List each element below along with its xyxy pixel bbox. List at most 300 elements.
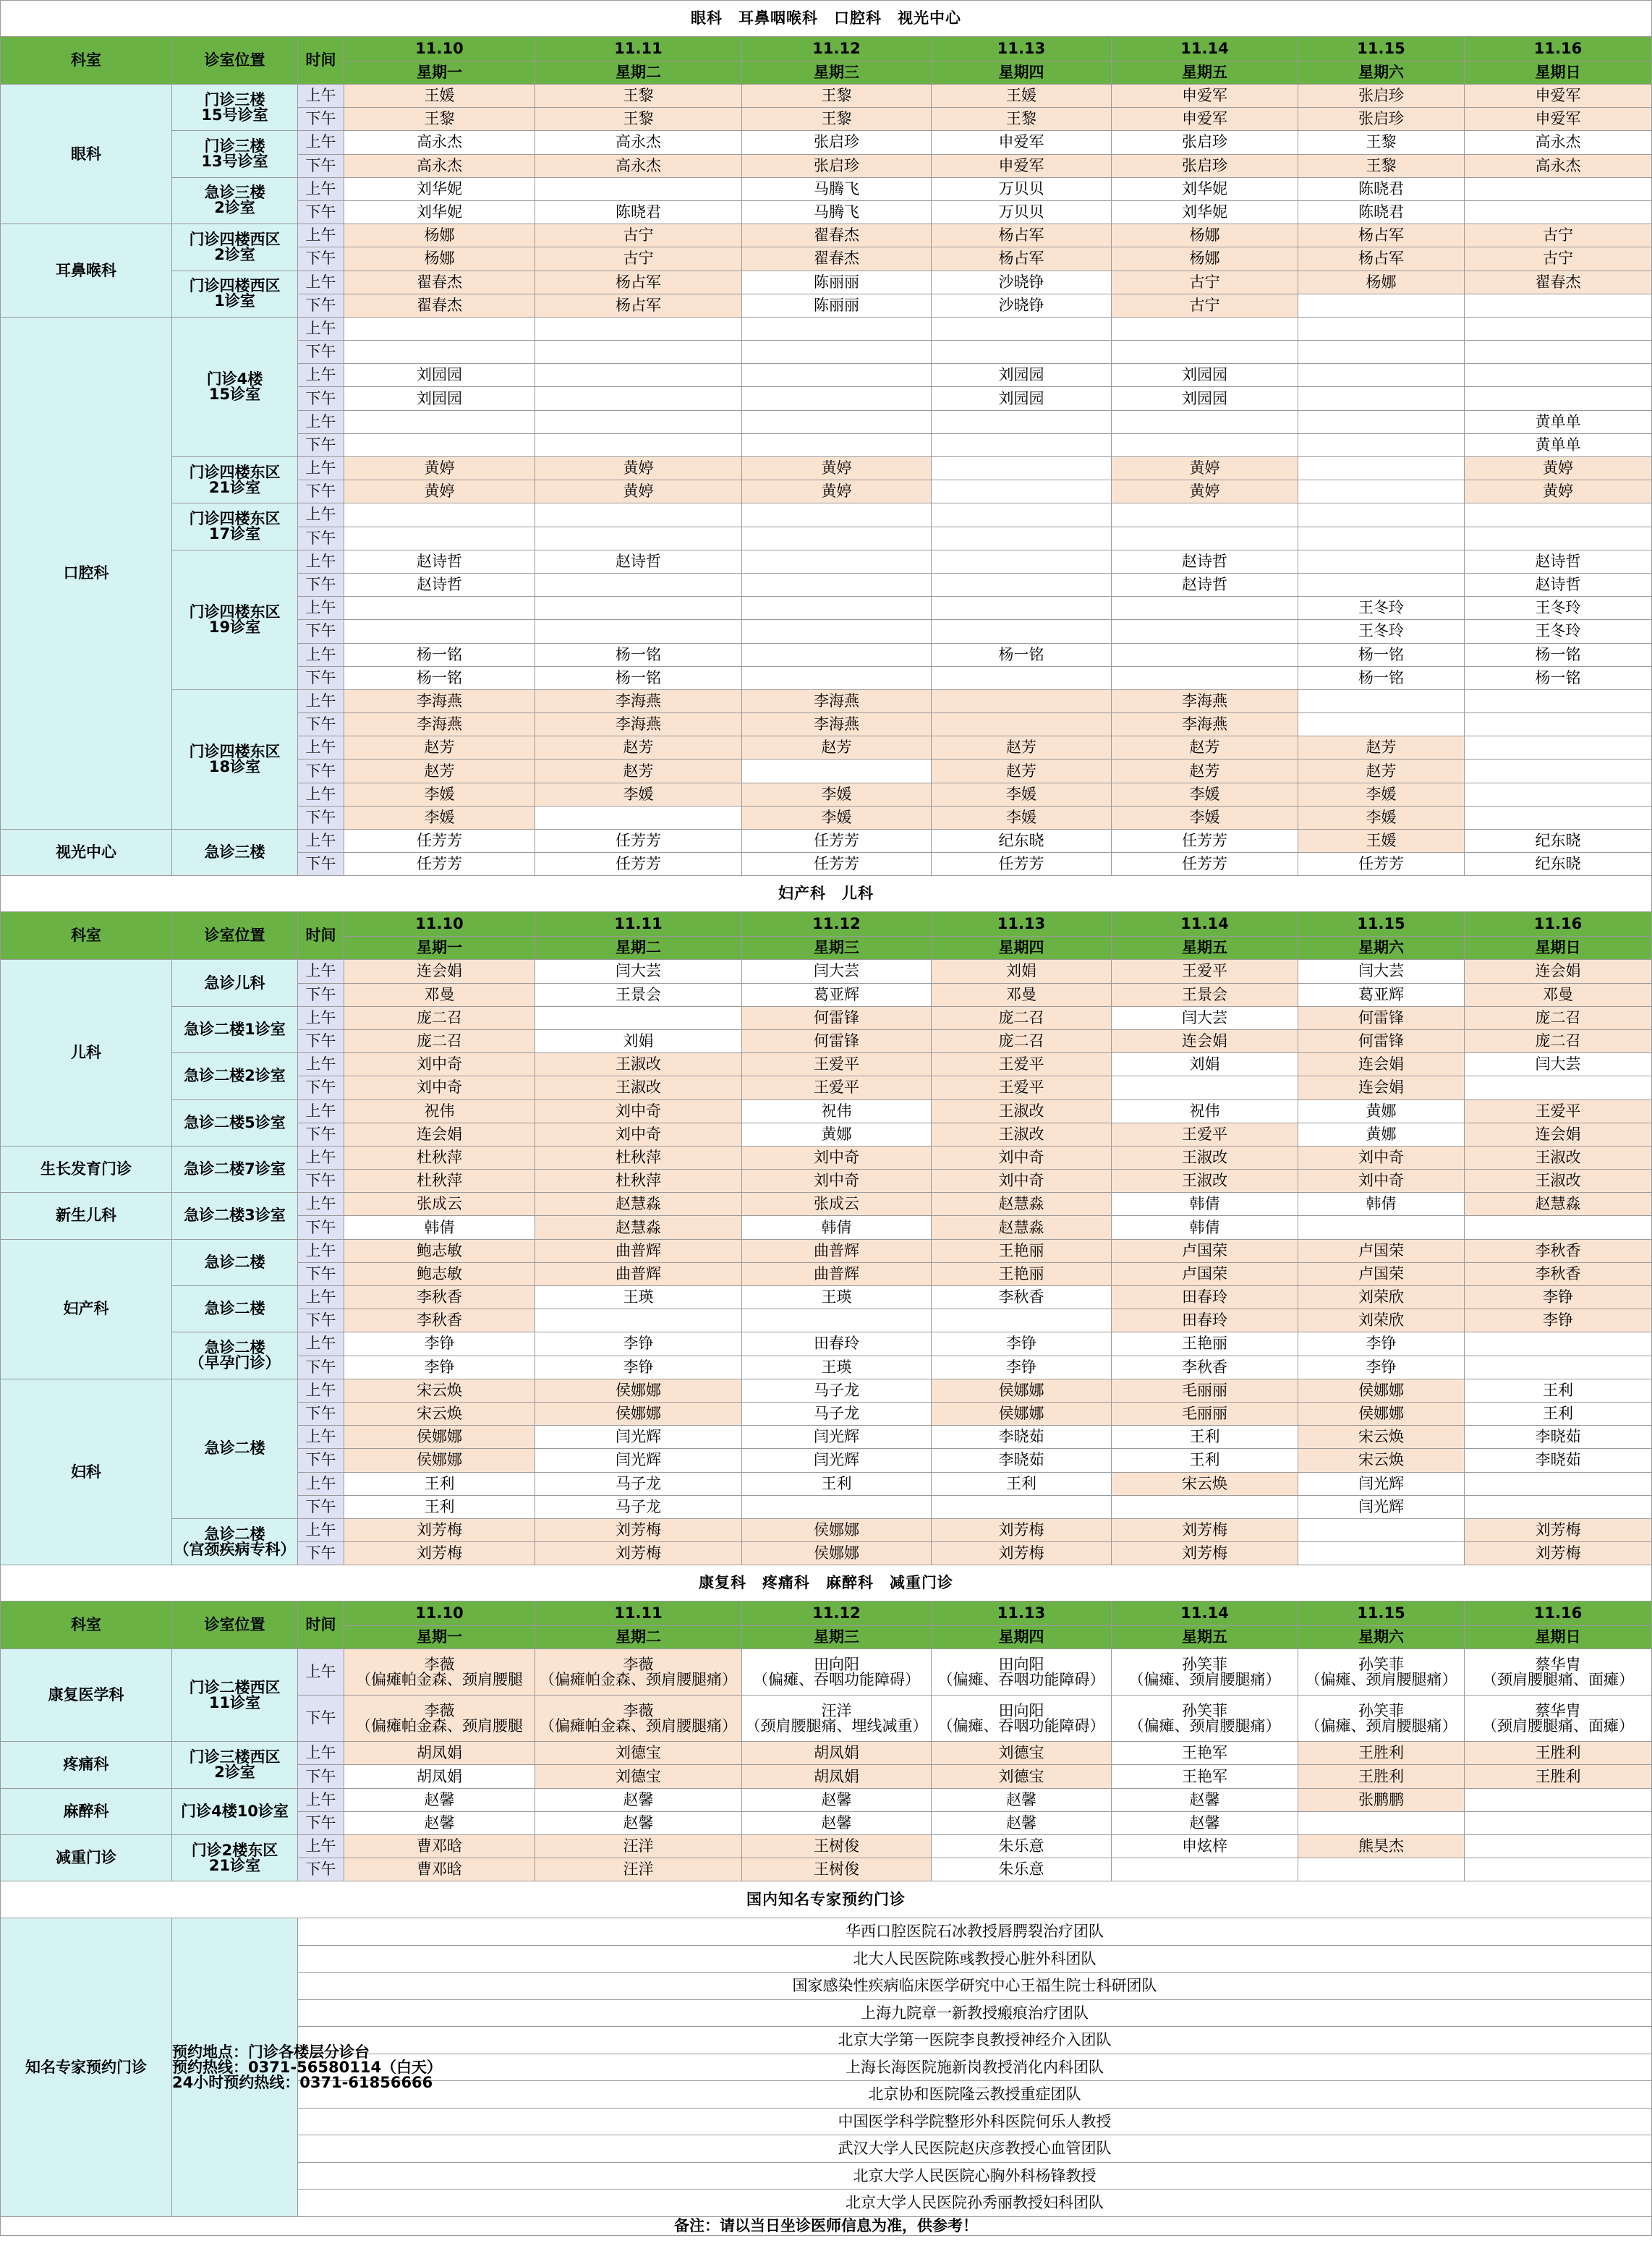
doctor-cell bbox=[1465, 1216, 1652, 1239]
doctor-cell: 王树俊 bbox=[742, 1835, 932, 1858]
time-slot: 下午 bbox=[298, 1170, 344, 1193]
time-slot: 上午 bbox=[298, 177, 344, 200]
time-slot: 上午 bbox=[298, 457, 344, 480]
doctor-cell bbox=[1298, 410, 1465, 433]
doctor-cell: 汪洋 bbox=[535, 1858, 742, 1881]
doctor-cell: 任芳芳 bbox=[535, 830, 742, 853]
doctor-cell: 杜秋萍 bbox=[344, 1146, 535, 1169]
doctor-cell: 田向阳 （偏瘫、吞咽功能障碍） bbox=[932, 1696, 1112, 1742]
date-header: 11.16 bbox=[1465, 1601, 1652, 1626]
doctor-cell: 杨一铭 bbox=[932, 643, 1112, 666]
doctor-cell bbox=[932, 713, 1112, 736]
time-slot: 下午 bbox=[298, 1449, 344, 1472]
doctor-cell: 黄娜 bbox=[742, 1123, 932, 1146]
weekday-header: 星期五 bbox=[1112, 61, 1298, 85]
doctor-cell bbox=[344, 503, 535, 527]
doctor-cell: 陈晓君 bbox=[1298, 177, 1465, 200]
date-header: 11.10 bbox=[344, 912, 535, 937]
doctor-cell: 王黎 bbox=[1298, 154, 1465, 177]
doctor-cell: 王冬玲 bbox=[1465, 620, 1652, 643]
doctor-cell bbox=[1112, 1495, 1298, 1518]
date-header: 11.11 bbox=[535, 912, 742, 937]
doctor-cell bbox=[932, 480, 1112, 503]
section-title: 康复科 疼痛科 麻醉科 减重门诊 bbox=[1, 1565, 1652, 1601]
time-slot: 上午 bbox=[298, 1788, 344, 1811]
doctor-cell: 庞二召 bbox=[932, 1006, 1112, 1029]
expert-team: 上海长海医院施新岗教授消化内科团队 bbox=[298, 2054, 1652, 2081]
expert-section-title: 国内知名专家预约门诊 bbox=[1, 1881, 1652, 1918]
time-slot: 上午 bbox=[298, 830, 344, 853]
doctor-cell: 何雷锋 bbox=[742, 1006, 932, 1029]
weekday-header: 星期一 bbox=[344, 937, 535, 960]
doctor-cell: 李秋香 bbox=[344, 1309, 535, 1332]
doctor-cell: 赵芳 bbox=[742, 736, 932, 760]
date-header: 11.11 bbox=[535, 37, 742, 61]
doctor-cell: 纪东晓 bbox=[932, 830, 1112, 853]
time-slot: 下午 bbox=[298, 294, 344, 317]
doctor-cell bbox=[1298, 689, 1465, 712]
weekday-header: 星期五 bbox=[1112, 937, 1298, 960]
doctor-cell: 连会娟 bbox=[344, 1123, 535, 1146]
doctor-cell: 刘中奇 bbox=[1298, 1170, 1465, 1193]
time-slot: 上午 bbox=[298, 1835, 344, 1858]
time-slot: 下午 bbox=[298, 480, 344, 503]
doctor-cell: 孙笑菲 （偏瘫、颈肩腰腿痛） bbox=[1298, 1649, 1465, 1696]
doctor-cell: 王胜利 bbox=[1465, 1742, 1652, 1765]
doctor-cell: 庞二召 bbox=[344, 1006, 535, 1029]
weekday-header: 星期日 bbox=[1465, 1626, 1652, 1649]
weekday-header: 星期三 bbox=[742, 937, 932, 960]
doctor-cell bbox=[1112, 317, 1298, 340]
department-name: 减重门诊 bbox=[1, 1835, 172, 1881]
doctor-cell: 赵馨 bbox=[1112, 1811, 1298, 1834]
weekday-header: 星期二 bbox=[535, 1626, 742, 1649]
doctor-cell: 王媛 bbox=[344, 85, 535, 108]
doctor-cell: 李铮 bbox=[1465, 1309, 1652, 1332]
doctor-cell bbox=[932, 689, 1112, 712]
doctor-cell: 李海燕 bbox=[535, 713, 742, 736]
time-slot: 下午 bbox=[298, 620, 344, 643]
doctor-cell: 闫大芸 bbox=[1298, 960, 1465, 983]
weekday-header: 星期日 bbox=[1465, 937, 1652, 960]
doctor-cell: 王爱平 bbox=[932, 1076, 1112, 1099]
doctor-cell: 张启珍 bbox=[1112, 154, 1298, 177]
appointment-info: 预约地点：门诊各楼层分诊台 预约热线：0371-56580114（白天） 24小时预约热线：0371-61856666 bbox=[172, 1918, 298, 2217]
doctor-cell: 汪洋 （颈肩腰腿痛、埋线减重） bbox=[742, 1696, 932, 1742]
doctor-cell: 侯娜娜 bbox=[932, 1402, 1112, 1425]
doctor-cell: 古宁 bbox=[535, 224, 742, 247]
doctor-cell bbox=[1465, 806, 1652, 829]
time-header: 时间 bbox=[298, 1601, 344, 1649]
expert-team: 武汉大学人民医院赵庆彦教授心血管团队 bbox=[298, 2135, 1652, 2163]
clinic-location: 急诊儿科 bbox=[172, 960, 298, 1006]
doctor-cell: 祝伟 bbox=[1112, 1099, 1298, 1123]
time-slot: 上午 bbox=[298, 503, 344, 527]
doctor-cell: 庞二召 bbox=[344, 1029, 535, 1052]
doctor-cell: 高永杰 bbox=[535, 131, 742, 154]
doctor-cell: 张启珍 bbox=[1112, 131, 1298, 154]
doctor-cell bbox=[1298, 713, 1465, 736]
doctor-cell: 何雷锋 bbox=[1298, 1029, 1465, 1052]
doctor-cell: 闫光辉 bbox=[535, 1449, 742, 1472]
time-slot: 上午 bbox=[298, 783, 344, 806]
doctor-cell: 王黎 bbox=[742, 85, 932, 108]
doctor-cell bbox=[344, 341, 535, 364]
doctor-cell: 高永杰 bbox=[1465, 154, 1652, 177]
doctor-cell: 刘中奇 bbox=[344, 1076, 535, 1099]
expert-team: 中国医学科学院整形外科医院何乐人教授 bbox=[298, 2108, 1652, 2135]
doctor-cell: 侯娜娜 bbox=[742, 1542, 932, 1565]
department-name: 眼科 bbox=[1, 85, 172, 224]
date-header: 11.13 bbox=[932, 1601, 1112, 1626]
doctor-cell bbox=[932, 620, 1112, 643]
doctor-cell bbox=[1298, 433, 1465, 456]
department-name: 儿科 bbox=[1, 960, 172, 1146]
doctor-cell: 李铮 bbox=[344, 1332, 535, 1356]
doctor-cell: 连会娟 bbox=[344, 960, 535, 983]
time-slot: 上午 bbox=[298, 1146, 344, 1169]
doctor-cell: 曲普辉 bbox=[742, 1239, 932, 1262]
doctor-cell: 王艳军 bbox=[1112, 1742, 1298, 1765]
doctor-cell bbox=[1465, 760, 1652, 783]
clinic-location: 急诊二楼7诊室 bbox=[172, 1146, 298, 1192]
doctor-cell: 连会娟 bbox=[1465, 960, 1652, 983]
date-header: 11.16 bbox=[1465, 37, 1652, 61]
doctor-cell: 闫光辉 bbox=[742, 1426, 932, 1449]
time-slot: 下午 bbox=[298, 1309, 344, 1332]
doctor-cell bbox=[535, 387, 742, 410]
doctor-cell: 邓曼 bbox=[344, 983, 535, 1006]
doctor-cell: 蔡华胄 （颈肩腰腿痛、面瘫） bbox=[1465, 1696, 1652, 1742]
doctor-cell: 刘芳梅 bbox=[535, 1518, 742, 1541]
date-header: 11.14 bbox=[1112, 37, 1298, 61]
doctor-cell: 李铮 bbox=[344, 1356, 535, 1379]
doctor-cell: 鲍志敏 bbox=[344, 1262, 535, 1285]
clinic-location: 急诊二楼 （宫颈疾病专科） bbox=[172, 1518, 298, 1565]
time-slot: 下午 bbox=[298, 1123, 344, 1146]
doctor-cell bbox=[1465, 177, 1652, 200]
date-header: 11.13 bbox=[932, 912, 1112, 937]
clinic-location: 门诊四楼东区 18诊室 bbox=[172, 689, 298, 829]
doctor-cell bbox=[742, 1495, 932, 1518]
doctor-cell: 胡凤娟 bbox=[742, 1742, 932, 1765]
doctor-cell: 王黎 bbox=[932, 108, 1112, 131]
doctor-cell: 张启珍 bbox=[1298, 108, 1465, 131]
doctor-cell: 李铮 bbox=[1298, 1332, 1465, 1356]
doctor-cell bbox=[1112, 410, 1298, 433]
department-name: 疼痛科 bbox=[1, 1742, 172, 1788]
doctor-cell: 杨占军 bbox=[1298, 247, 1465, 271]
doctor-cell: 任芳芳 bbox=[535, 853, 742, 876]
doctor-cell: 连会娟 bbox=[1465, 1123, 1652, 1146]
time-slot: 下午 bbox=[298, 247, 344, 271]
time-slot: 下午 bbox=[298, 1858, 344, 1881]
doctor-cell: 王冬玲 bbox=[1298, 597, 1465, 620]
doctor-cell: 李海燕 bbox=[344, 689, 535, 712]
doctor-cell: 刘芳梅 bbox=[1112, 1518, 1298, 1541]
doctor-cell: 刘娟 bbox=[535, 1029, 742, 1052]
doctor-cell bbox=[1298, 1518, 1465, 1541]
doctor-cell: 王爱平 bbox=[742, 1053, 932, 1076]
doctor-cell: 王冬玲 bbox=[1465, 597, 1652, 620]
doctor-cell: 李媛 bbox=[535, 783, 742, 806]
doctor-cell: 胡凤娟 bbox=[344, 1765, 535, 1788]
doctor-cell: 孙笑菲 （偏瘫、颈肩腰腿痛） bbox=[1298, 1696, 1465, 1742]
doctor-cell: 连会娟 bbox=[1298, 1076, 1465, 1099]
department-name: 口腔科 bbox=[1, 317, 172, 829]
doctor-cell: 赵芳 bbox=[932, 760, 1112, 783]
doctor-cell: 王冬玲 bbox=[1298, 620, 1465, 643]
weekday-header: 星期四 bbox=[932, 1626, 1112, 1649]
doctor-cell: 刘园园 bbox=[344, 364, 535, 387]
doctor-cell: 古宁 bbox=[1465, 224, 1652, 247]
doctor-cell: 宋云焕 bbox=[344, 1402, 535, 1425]
doctor-cell: 王利 bbox=[1465, 1402, 1652, 1425]
doctor-cell: 王黎 bbox=[535, 85, 742, 108]
weekday-header: 星期六 bbox=[1298, 61, 1465, 85]
doctor-cell: 王瑛 bbox=[535, 1286, 742, 1309]
time-slot: 上午 bbox=[298, 736, 344, 760]
doctor-cell: 王瑛 bbox=[742, 1356, 932, 1379]
doctor-cell bbox=[344, 597, 535, 620]
expert-team: 北京大学人民医院孙秀丽教授妇科团队 bbox=[298, 2190, 1652, 2217]
doctor-cell bbox=[742, 666, 932, 689]
doctor-cell: 任芳芳 bbox=[1112, 853, 1298, 876]
doctor-cell: 田向阳 （偏瘫、吞咽功能障碍） bbox=[932, 1649, 1112, 1696]
doctor-cell: 曲普辉 bbox=[535, 1239, 742, 1262]
doctor-cell bbox=[1112, 1076, 1298, 1099]
doctor-cell: 黄婷 bbox=[1465, 457, 1652, 480]
time-slot: 上午 bbox=[298, 131, 344, 154]
doctor-cell bbox=[1465, 1788, 1652, 1811]
doctor-cell: 赵馨 bbox=[535, 1811, 742, 1834]
doctor-cell bbox=[1465, 1076, 1652, 1099]
clinic-location: 急诊二楼5诊室 bbox=[172, 1099, 298, 1146]
doctor-cell: 王淑改 bbox=[1465, 1170, 1652, 1193]
department-name: 视光中心 bbox=[1, 830, 172, 876]
doctor-cell: 杨一铭 bbox=[1298, 666, 1465, 689]
doctor-cell: 黄单单 bbox=[1465, 433, 1652, 456]
doctor-cell: 王淑改 bbox=[535, 1053, 742, 1076]
doctor-cell bbox=[535, 806, 742, 829]
doctor-cell bbox=[742, 760, 932, 783]
time-slot: 上午 bbox=[298, 597, 344, 620]
time-slot: 上午 bbox=[298, 689, 344, 712]
date-header: 11.11 bbox=[535, 1601, 742, 1626]
clinic-location: 门诊四楼西区 1诊室 bbox=[172, 271, 298, 317]
doctor-cell: 翟春杰 bbox=[344, 271, 535, 294]
doctor-cell: 刘中奇 bbox=[742, 1146, 932, 1169]
doctor-cell: 刘园园 bbox=[1112, 364, 1298, 387]
doctor-cell: 陈丽丽 bbox=[742, 294, 932, 317]
time-slot: 下午 bbox=[298, 387, 344, 410]
doctor-cell: 杨娜 bbox=[1112, 247, 1298, 271]
doctor-cell: 赵诗哲 bbox=[1465, 550, 1652, 573]
doctor-cell: 曲普辉 bbox=[535, 1262, 742, 1285]
doctor-cell: 曲普辉 bbox=[742, 1262, 932, 1285]
date-header: 11.15 bbox=[1298, 1601, 1465, 1626]
doctor-cell: 邓曼 bbox=[1465, 983, 1652, 1006]
doctor-cell: 纪东晓 bbox=[1465, 830, 1652, 853]
doctor-cell: 杨一铭 bbox=[1465, 643, 1652, 666]
doctor-cell: 李铮 bbox=[535, 1356, 742, 1379]
time-slot: 下午 bbox=[298, 1765, 344, 1788]
time-slot: 下午 bbox=[298, 1216, 344, 1239]
doctor-cell: 孙笑菲 （偏瘫、颈肩腰腿痛） bbox=[1112, 1649, 1298, 1696]
doctor-cell: 赵慧淼 bbox=[535, 1193, 742, 1216]
doctor-cell: 黄婷 bbox=[344, 457, 535, 480]
time-slot: 下午 bbox=[298, 1542, 344, 1565]
doctor-cell: 赵芳 bbox=[1112, 760, 1298, 783]
date-header: 11.16 bbox=[1465, 912, 1652, 937]
doctor-cell bbox=[932, 527, 1112, 550]
weekday-header: 星期六 bbox=[1298, 1626, 1465, 1649]
doctor-cell bbox=[1298, 317, 1465, 340]
time-slot: 下午 bbox=[298, 108, 344, 131]
time-slot: 下午 bbox=[298, 983, 344, 1006]
doctor-cell: 刘中奇 bbox=[344, 1053, 535, 1076]
doctor-cell: 黄婷 bbox=[742, 457, 932, 480]
doctor-cell bbox=[1465, 387, 1652, 410]
time-header: 时间 bbox=[298, 37, 344, 85]
doctor-cell: 王爱平 bbox=[932, 1053, 1112, 1076]
doctor-cell: 申爱军 bbox=[1465, 108, 1652, 131]
doctor-cell bbox=[742, 527, 932, 550]
doctor-cell: 黄单单 bbox=[1465, 410, 1652, 433]
time-slot: 上午 bbox=[298, 1426, 344, 1449]
clinic-location: 急诊三楼 2诊室 bbox=[172, 177, 298, 224]
doctor-cell: 李铮 bbox=[535, 1332, 742, 1356]
doctor-cell: 李秋香 bbox=[344, 1286, 535, 1309]
doctor-cell: 黄婷 bbox=[535, 480, 742, 503]
doctor-cell bbox=[535, 620, 742, 643]
time-slot: 下午 bbox=[298, 341, 344, 364]
doctor-cell: 万贝贝 bbox=[932, 200, 1112, 224]
doctor-cell: 毛丽丽 bbox=[1112, 1379, 1298, 1402]
doctor-cell: 黄婷 bbox=[1112, 480, 1298, 503]
doctor-cell: 庞二召 bbox=[1465, 1029, 1652, 1052]
doctor-cell: 王利 bbox=[1112, 1449, 1298, 1472]
doctor-cell: 王媛 bbox=[1298, 830, 1465, 853]
doctor-cell: 韩倩 bbox=[1112, 1216, 1298, 1239]
doctor-cell: 翟春杰 bbox=[344, 294, 535, 317]
time-slot: 上午 bbox=[298, 1742, 344, 1765]
doctor-cell: 侯娜娜 bbox=[742, 1518, 932, 1541]
doctor-cell bbox=[535, 573, 742, 596]
time-slot: 下午 bbox=[298, 1811, 344, 1834]
doctor-cell: 杨占军 bbox=[932, 224, 1112, 247]
doctor-cell: 马腾飞 bbox=[742, 200, 932, 224]
doctor-cell: 李铮 bbox=[932, 1332, 1112, 1356]
doctor-cell: 黄婷 bbox=[742, 480, 932, 503]
time-slot: 下午 bbox=[298, 806, 344, 829]
doctor-cell: 李秋香 bbox=[1112, 1356, 1298, 1379]
doctor-cell: 王爱平 bbox=[1112, 960, 1298, 983]
doctor-cell: 赵馨 bbox=[344, 1788, 535, 1811]
expert-team: 北京大学人民医院心胸外科杨锋教授 bbox=[298, 2162, 1652, 2190]
doctor-cell: 庞二召 bbox=[932, 1029, 1112, 1052]
doctor-cell: 任芳芳 bbox=[1298, 853, 1465, 876]
doctor-cell: 陈晓君 bbox=[535, 200, 742, 224]
time-slot: 上午 bbox=[298, 364, 344, 387]
doctor-cell: 李薇 （偏瘫帕金森、颈肩腰腿痛） bbox=[535, 1649, 742, 1696]
doctor-cell: 李铮 bbox=[932, 1356, 1112, 1379]
doctor-cell bbox=[1465, 294, 1652, 317]
doctor-cell: 李媛 bbox=[1298, 806, 1465, 829]
doctor-cell: 侯娜娜 bbox=[344, 1426, 535, 1449]
doctor-cell bbox=[932, 457, 1112, 480]
weekday-header: 星期四 bbox=[932, 61, 1112, 85]
doctor-cell bbox=[1112, 1858, 1298, 1881]
doctor-cell bbox=[344, 527, 535, 550]
doctor-cell: 宋云焕 bbox=[1298, 1426, 1465, 1449]
doctor-cell: 王淑改 bbox=[535, 1076, 742, 1099]
time-slot: 上午 bbox=[298, 643, 344, 666]
doctor-cell: 闫大芸 bbox=[742, 960, 932, 983]
doctor-cell: 胡凤娟 bbox=[344, 1742, 535, 1765]
time-slot: 上午 bbox=[298, 271, 344, 294]
location-header: 诊室位置 bbox=[172, 1601, 298, 1649]
weekday-header: 星期二 bbox=[535, 61, 742, 85]
doctor-cell: 任芳芳 bbox=[344, 853, 535, 876]
doctor-cell: 杨一铭 bbox=[344, 643, 535, 666]
doctor-cell bbox=[742, 643, 932, 666]
doctor-cell: 王树俊 bbox=[742, 1858, 932, 1881]
department-name: 康复医学科 bbox=[1, 1649, 172, 1742]
doctor-cell: 刘娟 bbox=[932, 960, 1112, 983]
doctor-cell: 赵馨 bbox=[535, 1788, 742, 1811]
doctor-cell: 王利 bbox=[344, 1495, 535, 1518]
doctor-cell bbox=[535, 317, 742, 340]
doctor-cell bbox=[742, 387, 932, 410]
time-slot: 上午 bbox=[298, 550, 344, 573]
doctor-cell: 杨一铭 bbox=[535, 643, 742, 666]
time-slot: 下午 bbox=[298, 1076, 344, 1099]
doctor-cell: 田春玲 bbox=[742, 1332, 932, 1356]
date-header: 11.10 bbox=[344, 1601, 535, 1626]
doctor-cell: 张鹏鹏 bbox=[1298, 1788, 1465, 1811]
doctor-cell: 沙晓铮 bbox=[932, 271, 1112, 294]
doctor-cell: 祝伟 bbox=[344, 1099, 535, 1123]
date-header: 11.12 bbox=[742, 912, 932, 937]
clinic-location: 门诊四楼东区 19诊室 bbox=[172, 550, 298, 689]
doctor-cell: 王利 bbox=[932, 1472, 1112, 1495]
doctor-cell: 申爱军 bbox=[1112, 85, 1298, 108]
doctor-cell: 赵芳 bbox=[535, 736, 742, 760]
doctor-cell bbox=[1298, 364, 1465, 387]
doctor-cell bbox=[1298, 480, 1465, 503]
clinic-location: 门诊三楼 15号诊室 bbox=[172, 85, 298, 131]
doctor-cell: 赵芳 bbox=[535, 760, 742, 783]
doctor-cell: 王胜利 bbox=[1465, 1765, 1652, 1788]
doctor-cell bbox=[344, 317, 535, 340]
doctor-cell: 葛亚辉 bbox=[1298, 983, 1465, 1006]
doctor-cell: 赵芳 bbox=[1112, 736, 1298, 760]
doctor-cell: 李薇 （偏瘫帕金森、颈肩腰腿 bbox=[344, 1649, 535, 1696]
doctor-cell: 赵慧淼 bbox=[932, 1193, 1112, 1216]
weekday-header: 星期四 bbox=[932, 937, 1112, 960]
doctor-cell: 李媛 bbox=[344, 806, 535, 829]
doctor-cell: 杨占军 bbox=[932, 247, 1112, 271]
doctor-cell bbox=[1298, 294, 1465, 317]
doctor-cell: 李秋香 bbox=[1465, 1239, 1652, 1262]
doctor-cell bbox=[1112, 597, 1298, 620]
doctor-cell: 闫光辉 bbox=[1298, 1495, 1465, 1518]
doctor-cell: 赵芳 bbox=[344, 736, 535, 760]
doctor-cell: 翟春杰 bbox=[1465, 271, 1652, 294]
doctor-cell: 赵芳 bbox=[344, 760, 535, 783]
clinic-location: 急诊二楼2诊室 bbox=[172, 1053, 298, 1099]
